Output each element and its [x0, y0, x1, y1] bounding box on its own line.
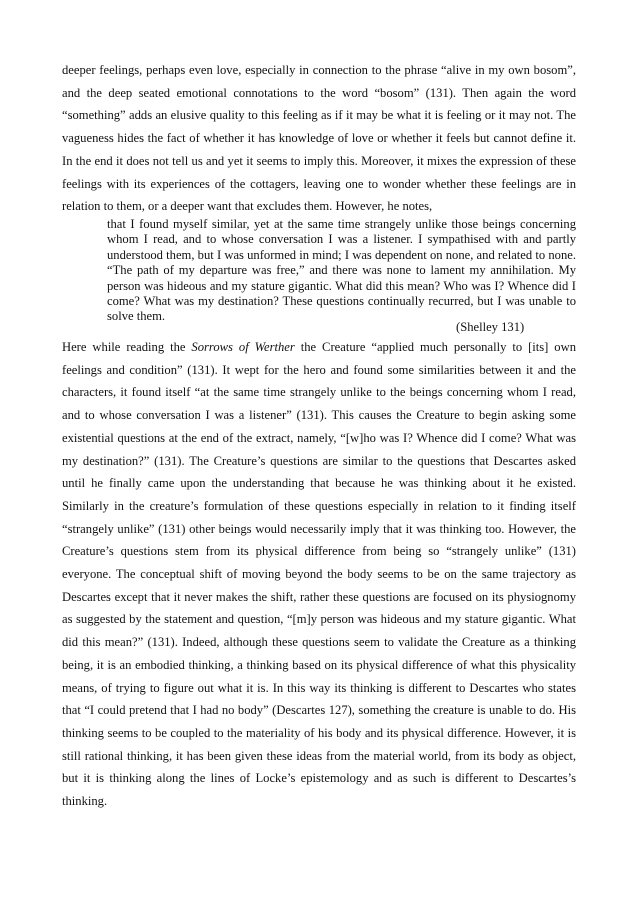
body-paragraph-1: deeper feelings, perhaps even love, especially in connection to the phrase “alive in my own bosom”, and the deep seated emotional connotations to the word “bosom” (131). Then again the word “something” adds an elusive quality to this feeling as if it may be what it is feeling or it may not. The vagueness hides the fact of whether it has knowledge of love or whether it feels but cannot define it. In the end it does not tell us and yet it seems to imply this. Moreover, it mixes the expression of these feelings with its experiences of the cottagers, leaving one to wonder whether these feelings are in relation to them, or a deeper want that excludes them. However, he notes,: [62, 63, 576, 214]
para2-rest-text: the Creature “applied much personally to [its] own feelings and condition” (131). It wept for the hero and found some similarities between it and the characters, it found itself “at the same time strangely unlike to the beings concerning whom I read, and to whose conversation I was a listener” (131). This causes the Creature to begin asking some existential questions at the end of the extract, namely, “[w]ho was I? Whence did I come? What was my destination?” (131). The Creature’s questions are similar to the questions that Descartes asked until he finally came upon the understanding that because he was thinking about it he existed. Similarly in the creature’s formulation of these questions especially in relation to it finding itself “strangely unlike” (131) other beings would necessarily imply that it was thinking too. However, the Creature’s questions stem from its physical difference from being so “strangely unlike” (131) everyone. The conceptual shift of moving beyond the body seems to be on the same trajectory as Descartes except that it never makes the shift, rather these questions are focused on its physiognomy as suggested by the statement and question, “[m]y person was hideous and my stature gigantic. What did this mean?” (131). Indeed, although these questions seem to validate the Creature as a thinking being, it is an embodied thinking, a thinking based on its physical difference of what this physicality means, of trying to figure out what it is. In this way its thinking is different to Descartes who states that “I could pretend that I had no body” (Descartes 127), something the creature is unable to do. His thinking seems to be coupled to the materiality of his body and its physical difference. However, it is still rational thinking, it has been given these ideas from the material world, from its body as object, but it is thinking along the lines of Locke’s epistemology and as such is different to Descartes’s thinking.: [62, 340, 576, 809]
book-title: Sorrows of Werther: [191, 340, 295, 354]
para2-start-text: Here while reading the: [62, 340, 192, 354]
body-paragraph-2: [62, 336, 576, 813]
quote-citation: (Shelley 131): [456, 320, 525, 334]
block-quote: that I found myself similar, yet at the same time strangely unlike those beings concerning whom I read, and to whose conversation I was a listener. I sympathised with and partly understood them, but I was unformed in mind; I was dependent on none, and related to none. “The path of my departure was free,” and there was none to lament my annihilation. My person was hideous and my stature gigantic. What did this mean? Who was I? Whence did I come? What was my destination? These questions continually recurred, but I was unable to solve them.: [107, 217, 576, 324]
